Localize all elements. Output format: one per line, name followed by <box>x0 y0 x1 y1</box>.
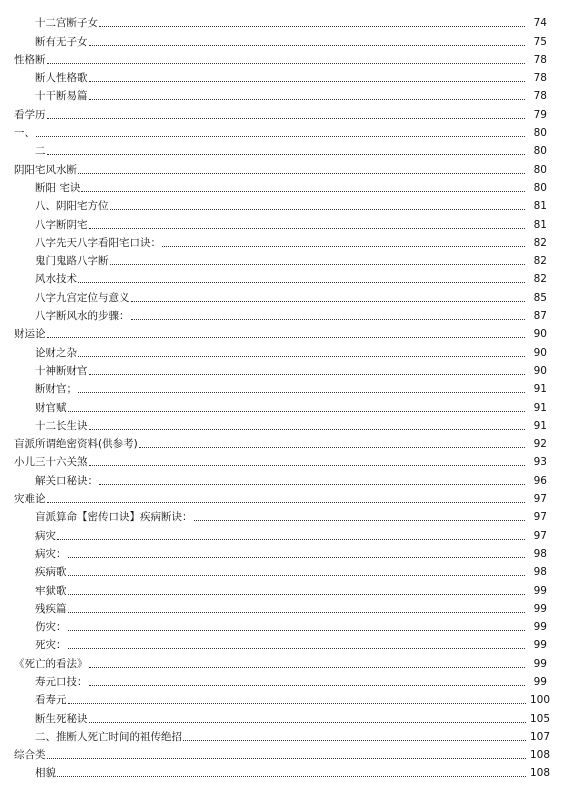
toc-entry-page-number: 91 <box>533 419 547 432</box>
table-of-contents <box>0 13 564 781</box>
toc-entry[interactable] <box>0 544 564 562</box>
dot-leader <box>36 136 525 137</box>
toc-entry[interactable] <box>0 31 564 49</box>
toc-entry-title: 风水技术 <box>35 273 77 286</box>
dot-leader <box>68 612 526 613</box>
toc-entry-page-number: 91 <box>533 401 547 414</box>
toc-entry-title: 断财官； <box>35 383 77 396</box>
toc-entry-page-number: 99 <box>533 621 547 634</box>
toc-entry-title: 二、推断人死亡时间的祖传绝招 <box>35 730 182 743</box>
toc-entry[interactable] <box>0 599 564 617</box>
dot-leader <box>57 539 525 540</box>
toc-entry-page-number: 108 <box>529 749 550 762</box>
toc-entry-title: 阴阳宅风水断 <box>14 163 77 176</box>
toc-entry-title: 看寿元 <box>35 694 67 707</box>
toc-entry-title: 财官赋 <box>35 401 67 414</box>
toc-entry-title: 看学历 <box>14 108 46 121</box>
dot-leader <box>89 722 527 723</box>
toc-entry-title: 解关口秘诀： <box>35 474 98 487</box>
toc-entry-page-number: 98 <box>533 547 547 560</box>
dot-leader <box>89 374 526 375</box>
toc-entry-title: 八字先天八字看阳宅口诀： <box>35 236 161 249</box>
toc-entry[interactable] <box>0 653 564 671</box>
dot-leader <box>47 758 527 759</box>
toc-entry-page-number: 85 <box>533 291 547 304</box>
toc-entry-page-number: 90 <box>533 364 547 377</box>
toc-entry-title: 八字断风水的步骤： <box>35 310 130 323</box>
dot-leader <box>68 703 527 704</box>
toc-entry-page-number: 78 <box>533 53 547 66</box>
toc-entry-title: 病灾： <box>35 547 67 560</box>
toc-entry-page-number: 90 <box>533 328 547 341</box>
dot-leader <box>68 594 526 595</box>
toc-entry-page-number: 92 <box>533 438 547 451</box>
toc-entry[interactable] <box>0 580 564 598</box>
dot-leader <box>47 118 526 119</box>
toc-entry-page-number: 87 <box>533 310 547 323</box>
toc-entry-title: 鬼门鬼路八字断 <box>35 255 109 268</box>
toc-entry[interactable] <box>0 269 564 287</box>
toc-entry-page-number: 78 <box>533 90 547 103</box>
toc-entry[interactable] <box>0 708 564 726</box>
toc-entry[interactable] <box>0 507 564 525</box>
toc-entry[interactable] <box>0 525 564 543</box>
toc-entry-title: 死灾： <box>35 639 67 652</box>
toc-entry-title: 十神断财官 <box>35 364 88 377</box>
toc-entry[interactable] <box>0 489 564 507</box>
toc-entry[interactable] <box>0 745 564 763</box>
toc-entry[interactable] <box>0 672 564 690</box>
toc-entry[interactable] <box>0 178 564 196</box>
toc-entry[interactable] <box>0 68 564 86</box>
toc-entry[interactable] <box>0 635 564 653</box>
toc-entry-title: 断人性格歌 <box>35 72 88 85</box>
toc-entry-title: 断生死秘诀 <box>35 712 88 725</box>
toc-entry-page-number: 99 <box>533 584 547 597</box>
toc-entry-page-number: 99 <box>533 657 547 670</box>
toc-entry-page-number: 78 <box>533 72 547 85</box>
toc-entry-title: 疾病歌 <box>35 566 67 579</box>
dot-leader <box>139 447 525 448</box>
toc-entry[interactable] <box>0 324 564 342</box>
toc-entry-page-number: 97 <box>533 529 547 542</box>
dot-leader <box>89 99 526 100</box>
toc-entry-page-number: 79 <box>533 108 547 121</box>
toc-entry[interactable] <box>0 434 564 452</box>
toc-entry-title: 八、阴阳宅方位 <box>35 200 109 213</box>
dot-leader <box>81 191 525 192</box>
toc-entry-title: 十干断易篇 <box>35 90 88 103</box>
toc-entry[interactable] <box>0 86 564 104</box>
toc-entry-title: 综合类 <box>14 749 46 762</box>
toc-entry-page-number: 80 <box>533 145 547 158</box>
dot-leader <box>89 81 526 82</box>
toc-entry-page-number: 107 <box>529 730 550 743</box>
dot-leader <box>47 337 526 338</box>
toc-entry-page-number: 82 <box>533 273 547 286</box>
toc-entry-page-number: 97 <box>533 511 547 524</box>
toc-entry-title: 盲派所谓绝密资料(供参考) <box>14 438 138 451</box>
toc-entry-page-number: 98 <box>533 566 547 579</box>
toc-entry-page-number: 80 <box>533 181 547 194</box>
toc-entry[interactable] <box>0 763 564 781</box>
toc-entry[interactable] <box>0 50 564 68</box>
toc-entry[interactable] <box>0 379 564 397</box>
toc-entry[interactable] <box>0 361 564 379</box>
toc-entry-page-number: 75 <box>533 35 547 48</box>
toc-entry-title: 二 <box>35 145 46 158</box>
toc-entry-page-number: 81 <box>533 200 547 213</box>
toc-entry[interactable] <box>0 214 564 232</box>
toc-entry[interactable] <box>0 690 564 708</box>
dot-leader <box>89 228 526 229</box>
toc-entry-page-number: 100 <box>529 694 550 707</box>
toc-entry[interactable] <box>0 13 564 31</box>
toc-entry[interactable] <box>0 562 564 580</box>
dot-leader <box>131 319 526 320</box>
dot-leader <box>99 484 525 485</box>
dot-leader <box>89 667 526 668</box>
dot-leader <box>89 685 526 686</box>
toc-entry-page-number: 99 <box>533 639 547 652</box>
toc-entry-title: 相貌 <box>35 767 56 780</box>
toc-entry-title: 残疾篇 <box>35 602 67 615</box>
toc-entry-title: 十二长生诀 <box>35 419 88 432</box>
dot-leader <box>68 630 526 631</box>
dot-leader <box>194 520 526 521</box>
toc-entry-page-number: 99 <box>533 675 547 688</box>
toc-entry-title: 寿元口技： <box>35 675 88 688</box>
dot-leader <box>78 356 525 357</box>
toc-entry-title: 《死亡的看法》 <box>14 657 88 670</box>
toc-entry[interactable] <box>0 233 564 251</box>
dot-leader <box>110 209 526 210</box>
toc-entry-page-number: 91 <box>533 383 547 396</box>
toc-entry-title: 盲派算命【密传口诀】疾病断诀： <box>35 511 193 524</box>
dot-leader <box>89 429 526 430</box>
toc-entry-title: 一、 <box>14 127 35 140</box>
dot-leader <box>68 575 526 576</box>
toc-entry[interactable] <box>0 452 564 470</box>
toc-entry-page-number: 80 <box>533 163 547 176</box>
toc-entry-page-number: 82 <box>533 236 547 249</box>
dot-leader <box>78 392 525 393</box>
toc-entry[interactable] <box>0 397 564 415</box>
toc-entry-page-number: 105 <box>529 712 550 725</box>
toc-entry-page-number: 80 <box>533 127 547 140</box>
dot-leader <box>183 740 526 741</box>
dot-leader <box>57 776 526 777</box>
toc-entry-page-number: 93 <box>533 456 547 469</box>
dot-leader <box>47 154 526 155</box>
dot-leader <box>68 411 526 412</box>
dot-leader <box>89 45 526 46</box>
toc-entry-title: 伤灾： <box>35 621 67 634</box>
toc-entry-page-number: 99 <box>533 602 547 615</box>
toc-entry-title: 断有无子女 <box>35 35 88 48</box>
toc-entry-title: 财运论 <box>14 328 46 341</box>
toc-entry[interactable] <box>0 104 564 122</box>
toc-entry[interactable] <box>0 123 564 141</box>
toc-entry-title: 病灾 <box>35 529 56 542</box>
dot-leader <box>78 282 525 283</box>
toc-entry-page-number: 74 <box>533 17 547 30</box>
dot-leader <box>99 26 525 27</box>
dot-leader <box>89 465 526 466</box>
toc-entry[interactable] <box>0 470 564 488</box>
dot-leader <box>131 301 526 302</box>
dot-leader <box>47 502 526 503</box>
toc-entry[interactable] <box>0 306 564 324</box>
toc-entry[interactable] <box>0 141 564 159</box>
toc-entry-title: 八字九宫定位与意义 <box>35 291 130 304</box>
dot-leader <box>68 648 526 649</box>
toc-entry[interactable] <box>0 159 564 177</box>
toc-entry[interactable] <box>0 727 564 745</box>
toc-entry[interactable] <box>0 251 564 269</box>
toc-entry-title: 断阳 宅诀 <box>35 181 81 194</box>
dot-leader <box>47 63 526 64</box>
toc-entry-title: 牢狱歌 <box>35 584 67 597</box>
toc-entry-page-number: 97 <box>533 493 547 506</box>
toc-entry-page-number: 81 <box>533 218 547 231</box>
toc-entry-title: 性格断 <box>14 53 46 66</box>
toc-entry[interactable] <box>0 287 564 305</box>
dot-leader <box>78 173 525 174</box>
toc-entry-page-number: 108 <box>529 767 550 780</box>
toc-entry-page-number: 96 <box>533 474 547 487</box>
toc-entry-title: 灾难论 <box>14 493 46 506</box>
toc-entry[interactable] <box>0 342 564 360</box>
toc-entry[interactable] <box>0 416 564 434</box>
dot-leader <box>68 557 526 558</box>
dot-leader <box>110 264 526 265</box>
toc-entry[interactable] <box>0 196 564 214</box>
toc-entry-title: 十二宫断子女 <box>35 17 98 30</box>
toc-entry-title: 论财之杂 <box>35 346 77 359</box>
toc-entry-page-number: 90 <box>533 346 547 359</box>
toc-entry[interactable] <box>0 617 564 635</box>
toc-entry-page-number: 82 <box>533 255 547 268</box>
toc-entry-title: 八字断阴宅 <box>35 218 88 231</box>
dot-leader <box>162 246 525 247</box>
toc-entry-title: 小儿三十六关煞 <box>14 456 88 469</box>
